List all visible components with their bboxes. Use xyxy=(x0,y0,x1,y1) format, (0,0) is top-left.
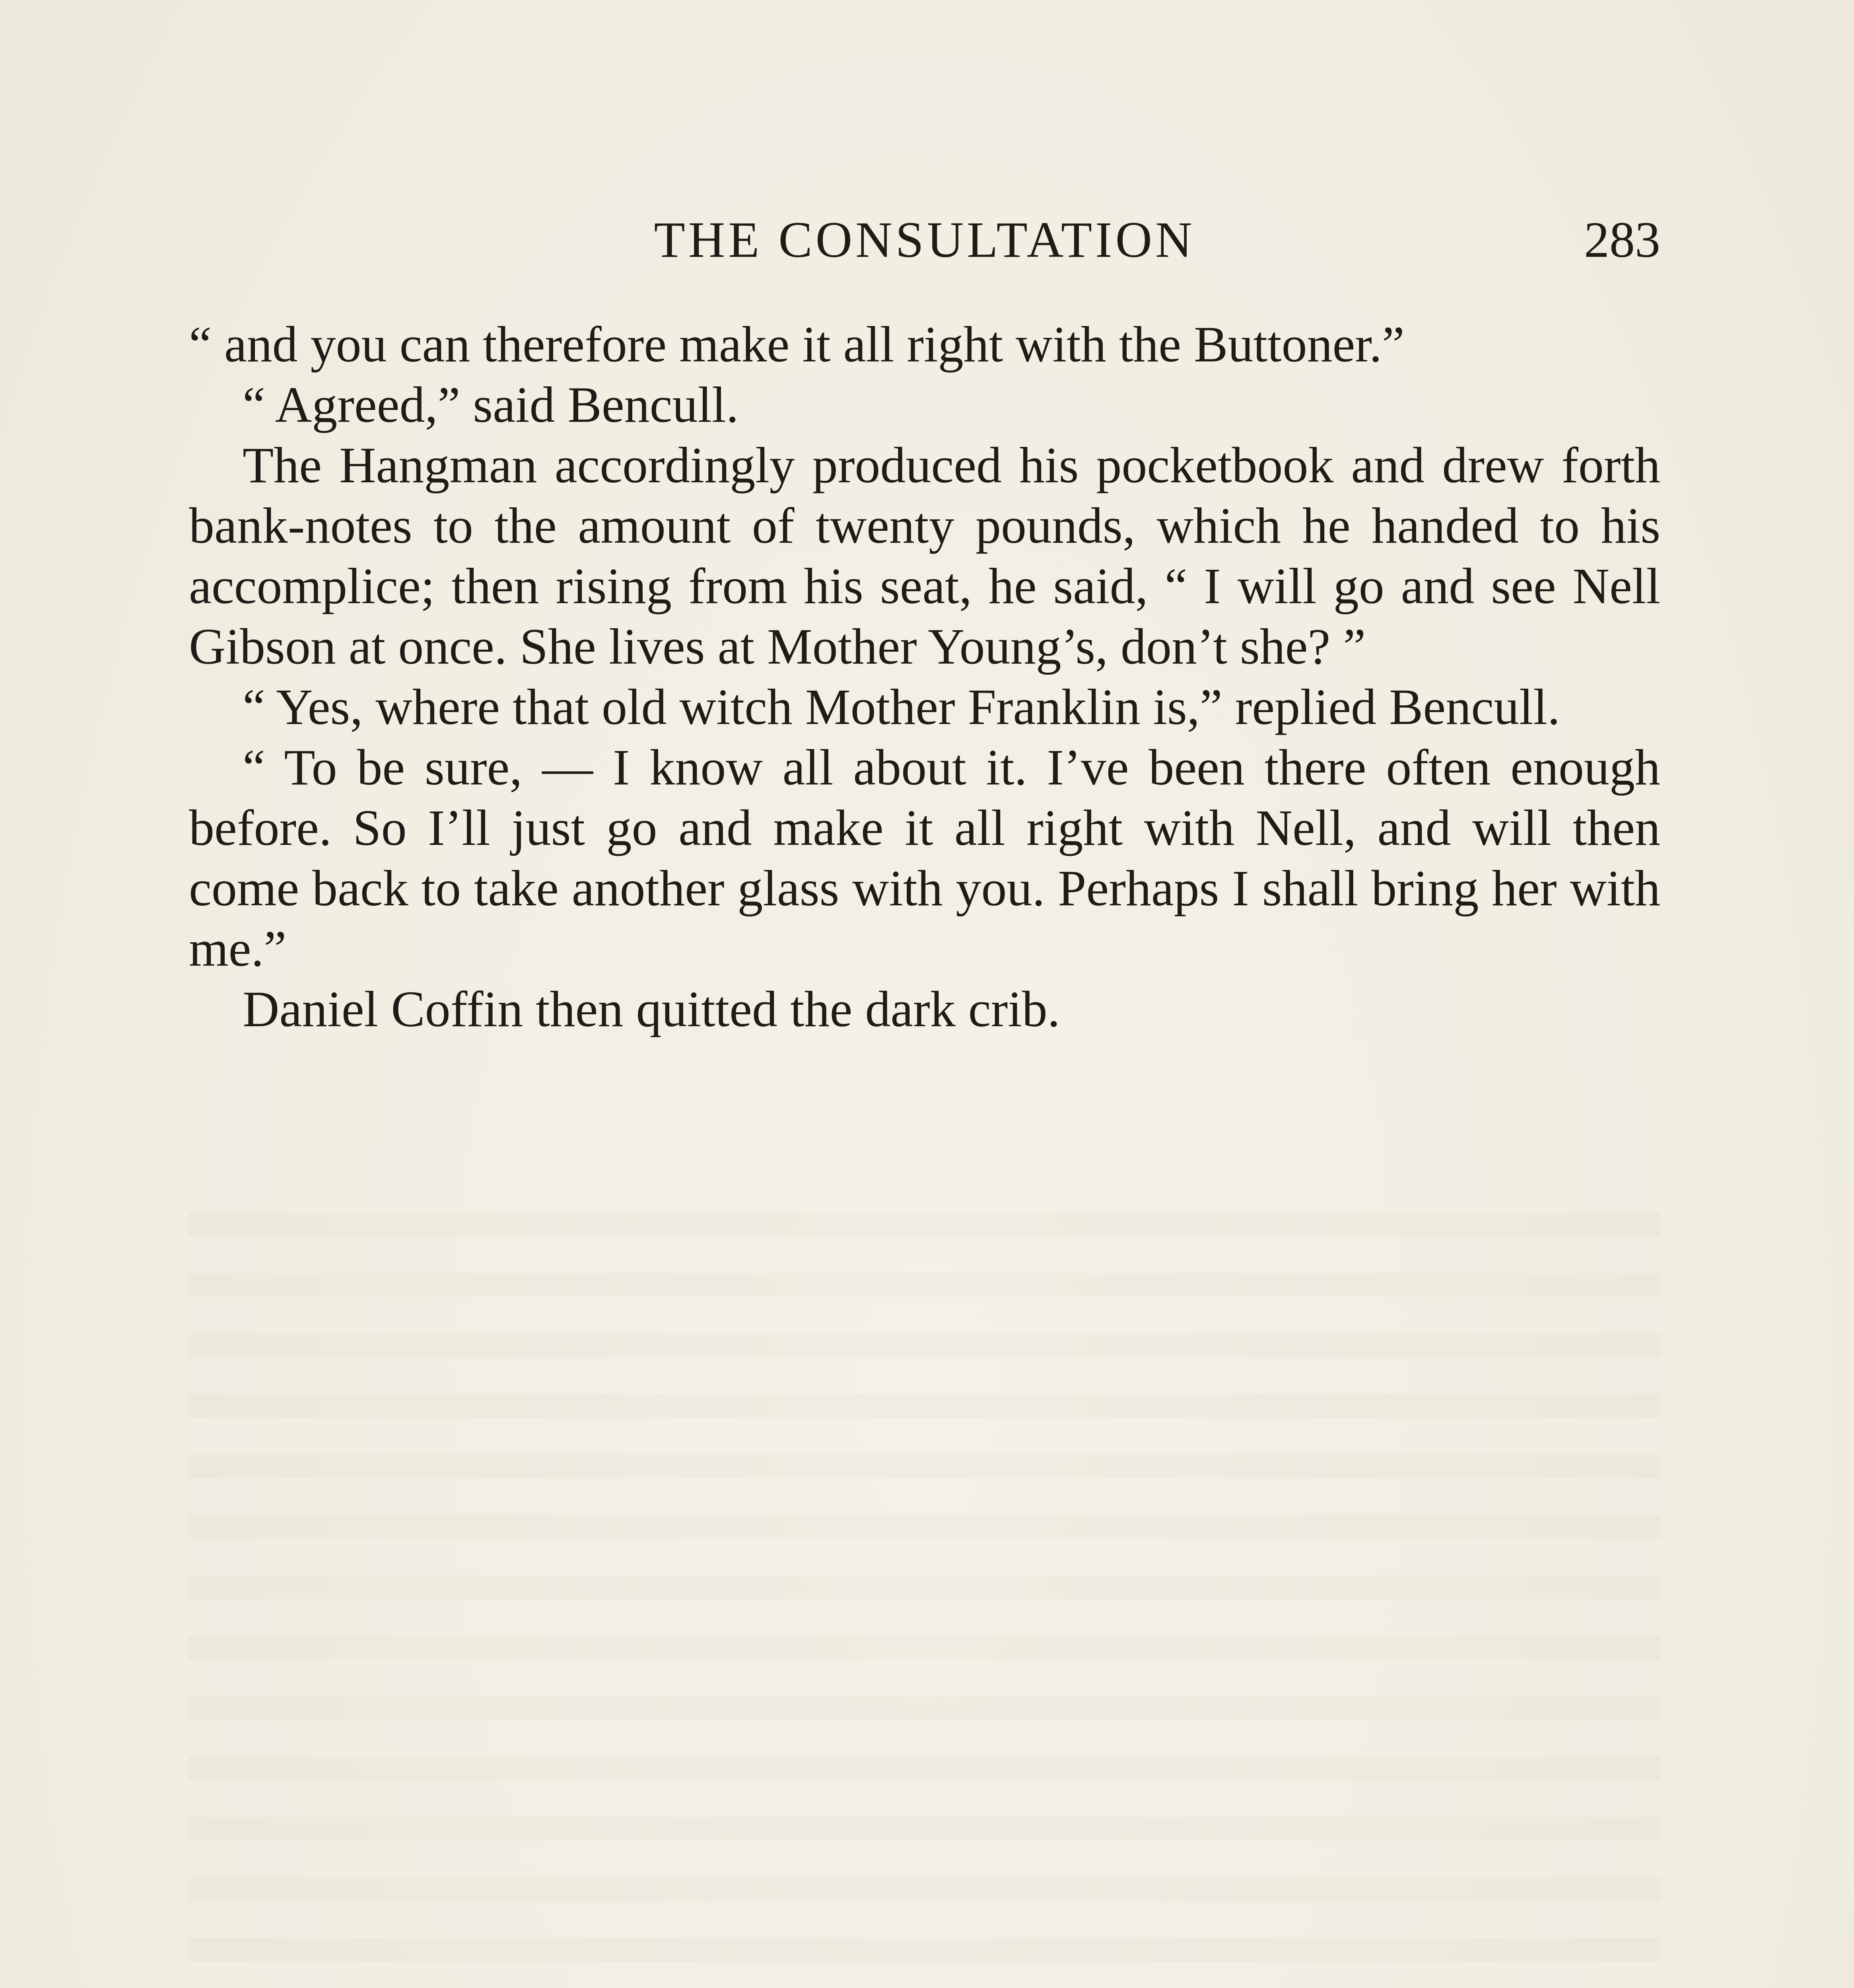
paragraph: “ To be sure, — I know all about it. I’ve been there often enough before. So I’ll just go and make it all right with Nell, and will then come back to take another glass with you. Perhaps I shall bring her with me.” xyxy=(189,739,1660,977)
paragraph: “ Yes, where that old witch Mother Franklin is,” replied Bencull. xyxy=(243,679,1561,735)
show-through-text xyxy=(189,1213,1660,1988)
running-head: THE CONSULTATION xyxy=(654,212,1195,268)
paragraph: Daniel Coffin then quitted the dark crib. xyxy=(243,981,1060,1037)
paragraph: “ Agreed,” said Bencull. xyxy=(243,377,739,433)
paragraph: The Hangman accordingly produced his pocketbook and drew forth bank-notes to the amount of twenty pounds, which he handed to his accomplice; then rising from his seat, he said, “ I will go and see Nell Gibson at once. She lives at Mother Young’s, don’t she? ” xyxy=(189,437,1660,675)
body-text xyxy=(189,314,1660,1039)
page-header xyxy=(189,211,1660,282)
paragraph-continuation: “ and you can therefore make it all right with the Buttoner.” xyxy=(189,316,1405,373)
page-number: 283 xyxy=(1584,212,1660,268)
